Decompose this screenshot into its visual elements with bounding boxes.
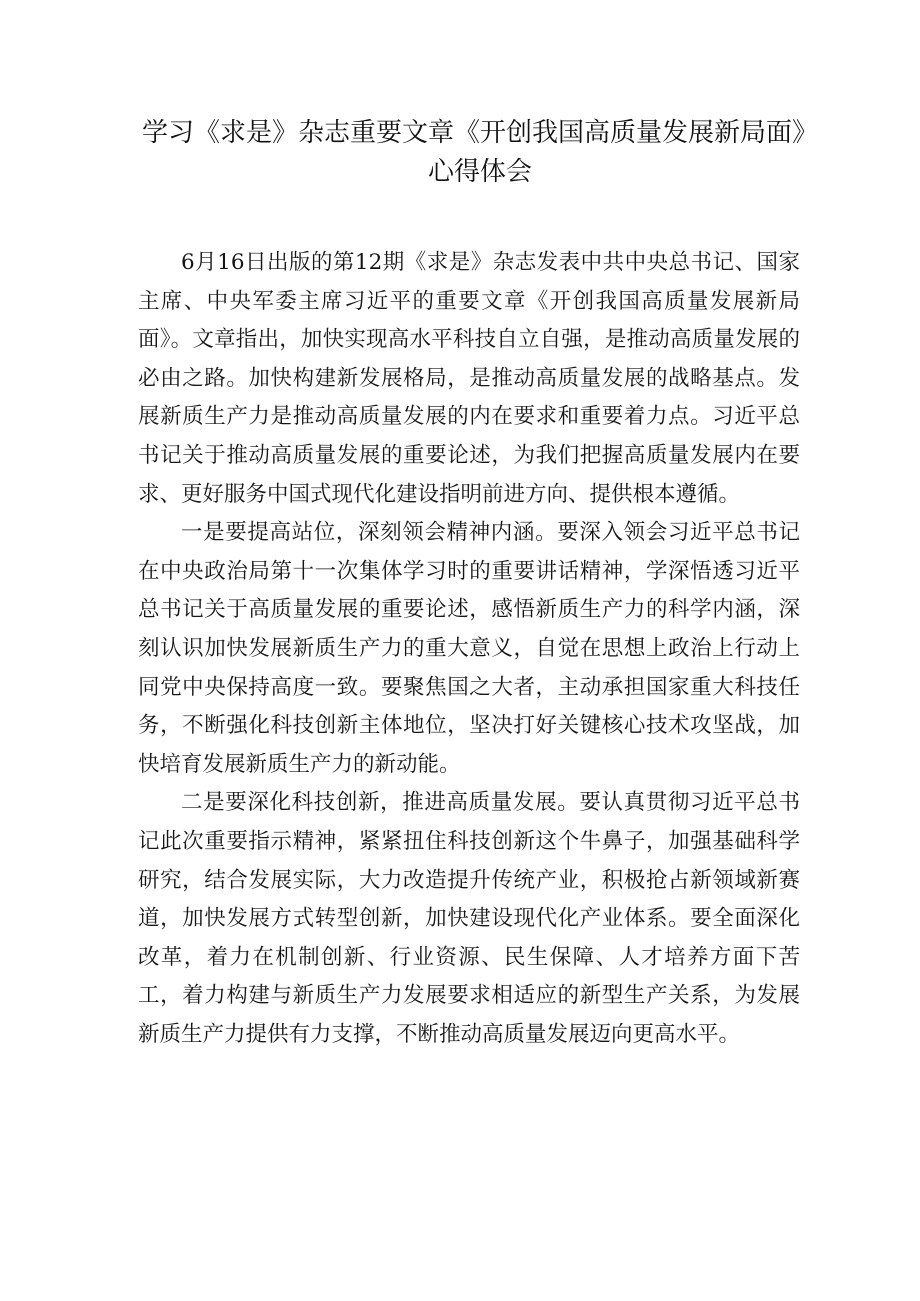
document-subtitle: 心得体会 [427,157,532,187]
document-body [138,244,800,1054]
paragraph-intro: 6月16日出版的第12期《求是》杂志发表中共中央总书记、国家主席、中央军委主席习近平的重要文章《开创我国高质量发展新局面》。文章指出，加快实现高水平科技自立自强，是推动高质量发展的必由之路。加快构建新发展格局，是推动高质量发展的战略基点。发展新质生产力是推动高质量发展的内在要求和重要着力点。习近平总书记关于推动高质量发展的重要论述，为我们把握高质量发展内在要求、更好服务中国式现代化建设指明前进方向、提供根本遵循。 [138,250,800,507]
paragraph-point-one: 一是要提高站位，深刻领会精神内涵。要深入领会习近平总书记在中央政治局第十一次集体学习时的重要讲话精神，学深悟透习近平总书记关于高质量发展的重要论述，感悟新质生产力的科学内涵，深刻认识加快发展新质生产力的重大意义，自觉在思想上政治上行动上同党中央保持高度一致。要聚焦国之大者，主动承担国家重大科技任务，不断强化科技创新主体地位，坚决打好关键核心技术攻坚战，加快培育发展新质生产力的新动能。 [138,520,800,777]
paragraph-point-two: 二是要深化科技创新，推进高质量发展。要认真贯彻习近平总书记此次重要指示精神，紧紧扭住科技创新这个牛鼻子，加强基础科学研究，结合发展实际，大力改造提升传统产业，积极抢占新领域新赛道，加快发展方式转型创新，加快建设现代化产业体系。要全面深化改革，着力在机制创新、行业资源、民生保障、人才培养方面下苦工，着力构建与新质生产力发展要求相适应的新型生产关系，为发展新质生产力提供有力支撑，不断推动高质量发展迈向更高水平。 [138,790,800,1047]
document-title: 学习《求是》杂志重要文章《开创我国高质量发展新局面》 [141,118,818,148]
